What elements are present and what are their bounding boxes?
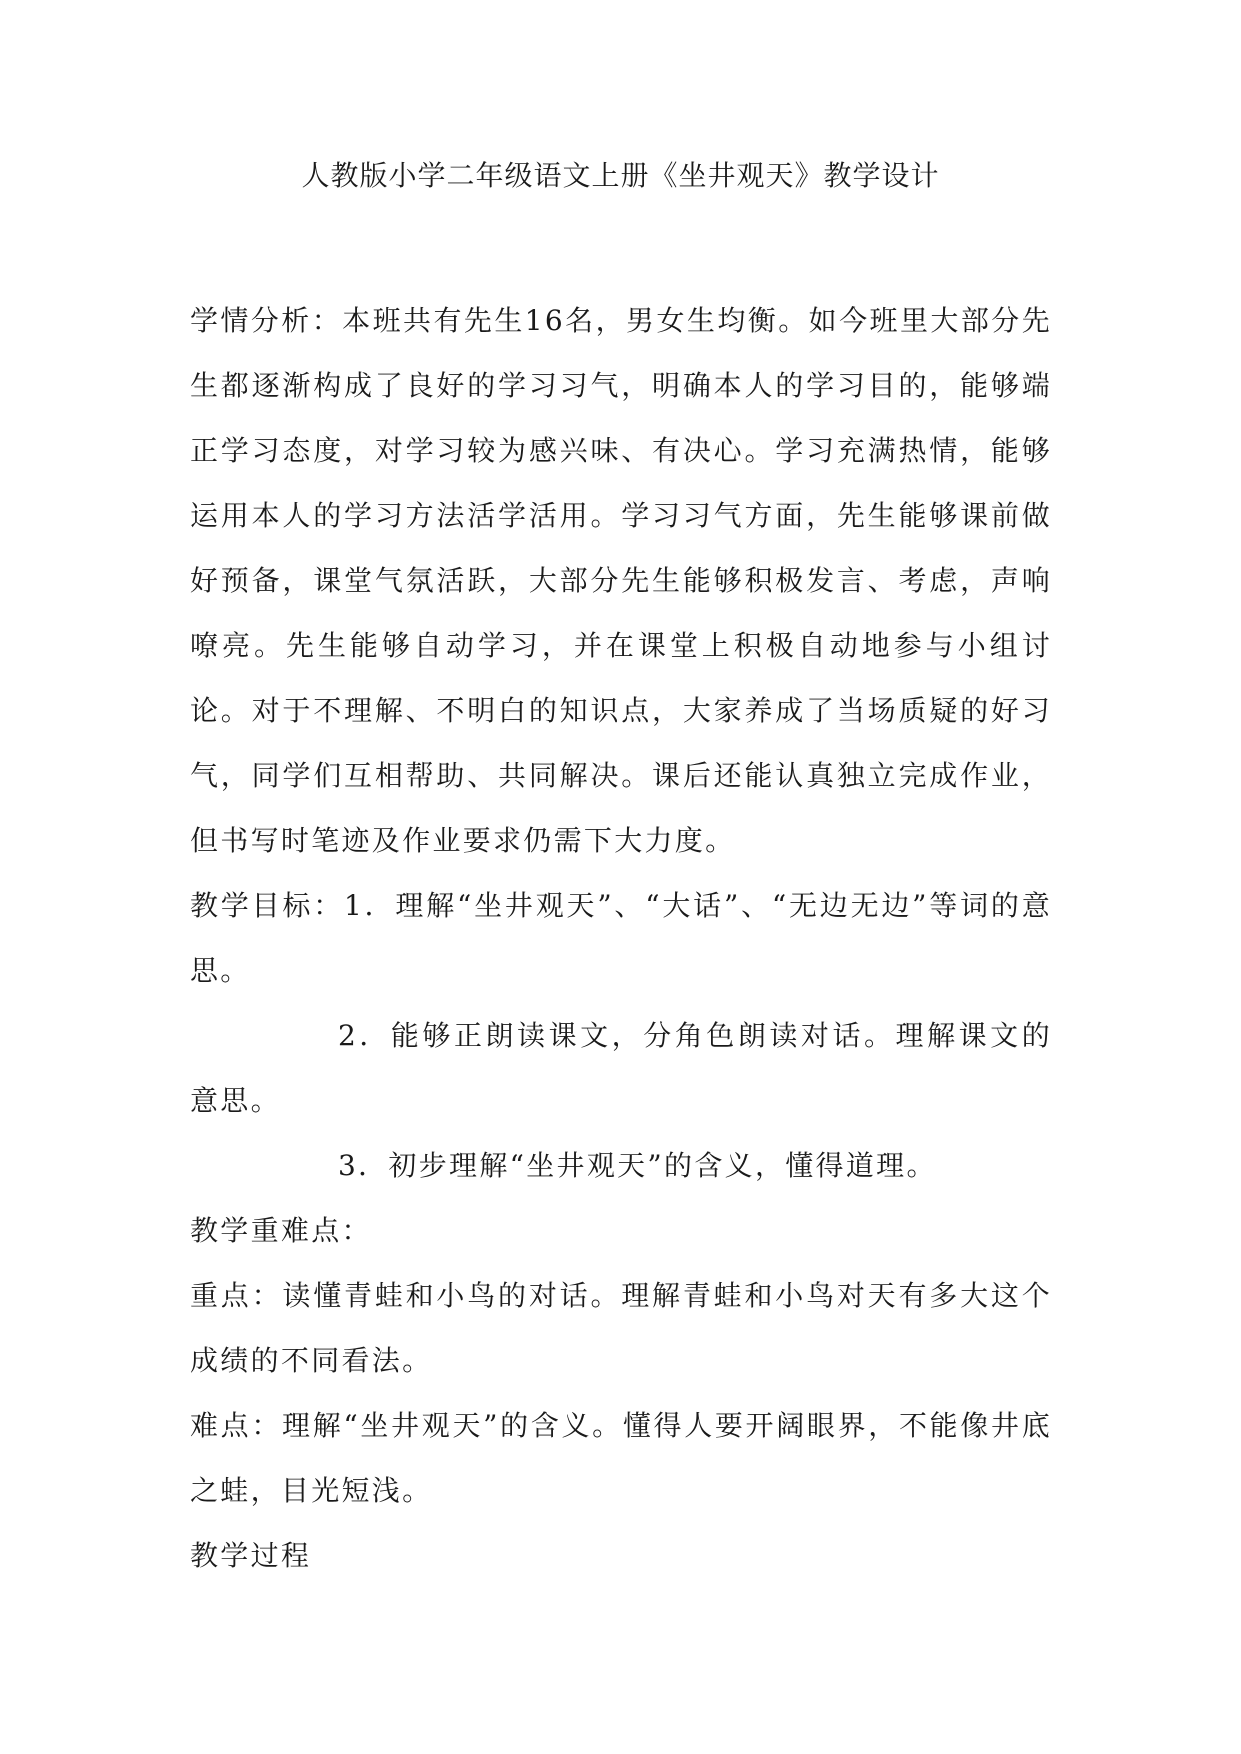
document-title: 人教版小学二年级语文上册《坐井观天》教学设计 <box>301 159 940 192</box>
document-body <box>190 288 1052 1588</box>
paragraph-teaching-goal-2: 2．能够正朗读课文，分角色朗读对话。理解课文的意思。 <box>190 1019 1052 1117</box>
paragraph-difficult-point: 难点：理解“坐井观天”的含义。懂得人要开阔眼界，不能像井底之蛙，目光短浅。 <box>190 1409 1052 1507</box>
paragraph-learning-analysis: 学情分析：本班共有先生16名，男女生均衡。如今班里大部分先生都逐渐构成了良好的学习习气，明确本人的学习目的，能够端正学习态度，对学习较为感兴味、有决心。学习充满热情，能够运用本人的学习方法活学活用。学习习气方面，先生能够课前做好预备，课堂气氛活跃，大部分先生能够积极发言、考虑，声响嘹亮。先生能够自动学习，并在课堂上积极自动地参与小组讨论。对于不理解、不明白的知识点，大家养成了当场质疑的好习气，同学们互相帮助、共同解决。课后还能认真独立完成作业，但书写时笔迹及作业要求仍需下大力度。 <box>190 304 1052 857</box>
paragraph-key-point: 重点：读懂青蛙和小鸟的对话。理解青蛙和小鸟对天有多大这个成绩的不同看法。 <box>190 1279 1052 1377</box>
paragraph-key-points-heading: 教学重难点： <box>190 1214 372 1247</box>
paragraph-teaching-goal-3: 3．初步理解“坐井观天”的含义，懂得道理。 <box>338 1149 937 1182</box>
paragraph-teaching-process-heading: 教学过程 <box>190 1539 312 1572</box>
paragraph-teaching-goal-1: 教学目标：1．理解“坐井观天”、“大话”、“无边无边”等词的意思。 <box>190 889 1052 987</box>
